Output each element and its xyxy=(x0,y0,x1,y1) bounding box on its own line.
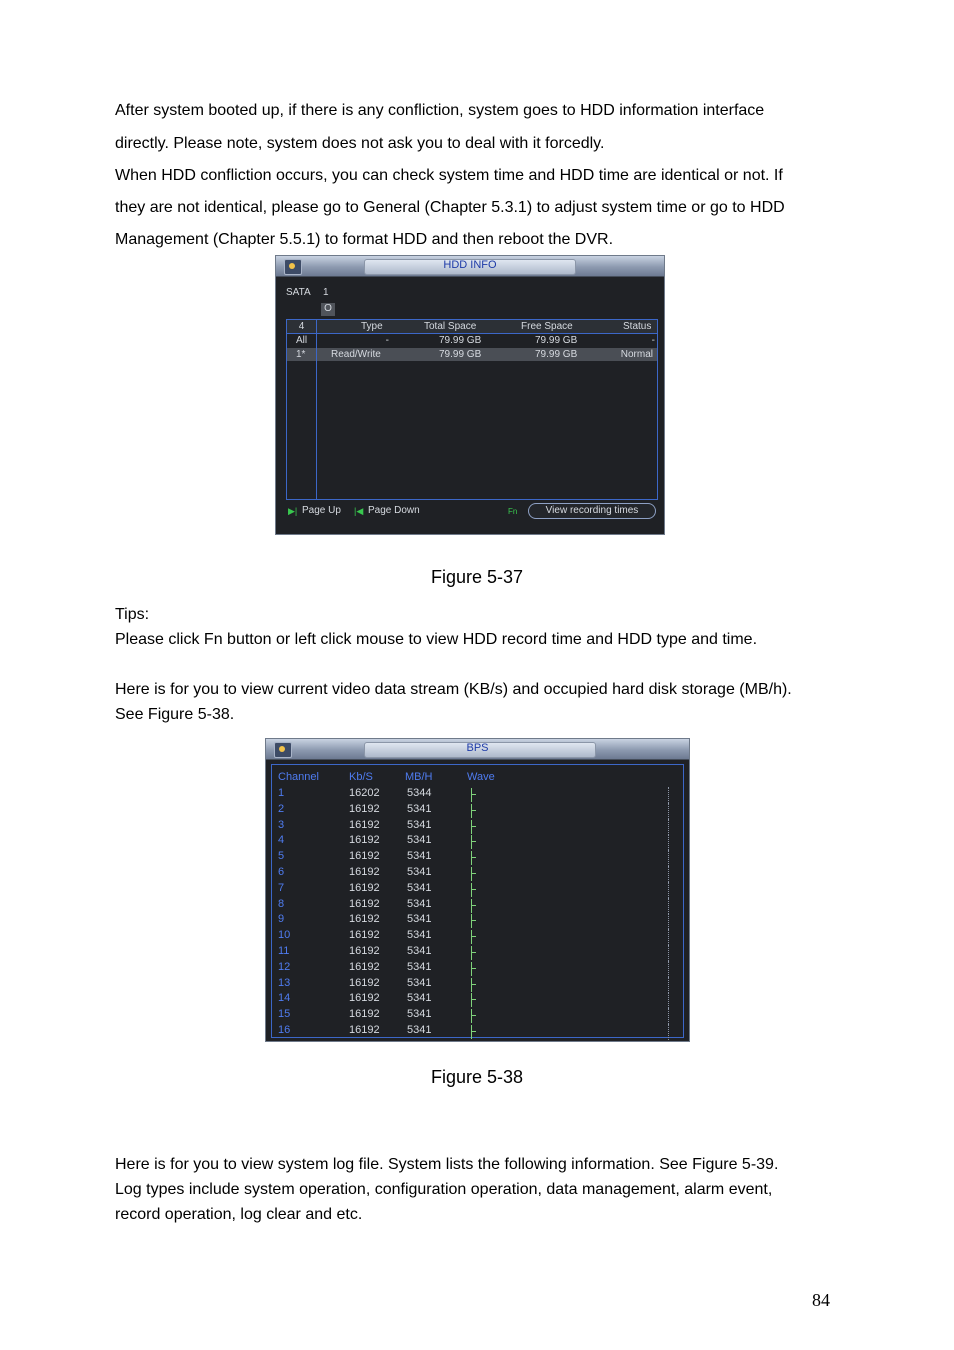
bps-kbs-value: 16192 xyxy=(349,866,380,878)
bps-wave-scale-tick xyxy=(668,787,672,803)
figure-caption-5-38: Figure 5-38 xyxy=(430,1067,524,1087)
bps-kbs-value: 16192 xyxy=(349,976,380,989)
bps-wave-scale-tick xyxy=(668,866,672,882)
bps-mbh-value: 5344 xyxy=(407,787,432,799)
table-row[interactable]: 1* Read/Write 79.99 GB 79.99 GB Normal xyxy=(287,348,657,361)
bps-kbs-value: 16202 xyxy=(349,787,380,799)
bps-wave-scale-tick xyxy=(668,898,672,914)
bps-title: BPS xyxy=(466,742,489,754)
bps-wave-graph xyxy=(471,993,478,1007)
bps-kbs-value: 16192 xyxy=(349,834,380,847)
hdd-table-header xyxy=(287,320,657,334)
bps-channel-number: 8 xyxy=(278,897,285,910)
bps-channel-number: 7 xyxy=(278,881,285,894)
sata-label: SATA xyxy=(286,287,311,298)
bps-kbs-value: 16192 xyxy=(349,1024,380,1036)
bps-kbs-value: 16192 xyxy=(349,850,380,863)
page-down-label[interactable]: Page Down xyxy=(368,505,420,516)
table-row[interactable]: All - 79.99 GB 79.99 GB - xyxy=(296,335,655,346)
bps-wave-graph xyxy=(471,867,478,881)
bps-mbh-value: 5341 xyxy=(407,897,432,910)
bps-channel-number: 9 xyxy=(278,913,285,926)
bps-header-wave: Wave xyxy=(467,771,495,783)
page-up-label[interactable]: Page Up xyxy=(302,505,341,516)
bps-mbh-value: 5341 xyxy=(407,850,432,863)
bps-wave-graph xyxy=(471,835,478,849)
bps-mbh-value: 5341 xyxy=(407,976,432,989)
paragraph-bps-line-1: Here is for you to view current video data stream (KB/s) and occupied hard disk storage (MB/h). xyxy=(115,681,792,698)
bps-channel-number: 1 xyxy=(278,787,285,799)
paragraph-log-line-3: record operation, log clear and etc. xyxy=(115,1206,363,1223)
tips-title: Tips: xyxy=(115,606,150,623)
bps-kbs-value: 16192 xyxy=(349,945,380,957)
bps-channel-number: 2 xyxy=(278,802,285,815)
bps-wave-graph xyxy=(471,804,478,818)
paragraph-log-line-2: Log types include system operation, configuration operation, data management, alarm event, xyxy=(115,1181,773,1198)
bps-header-channel: Channel xyxy=(278,771,319,783)
bps-channel-number: 10 xyxy=(278,929,291,942)
bps-mbh-value: 5341 xyxy=(407,960,432,973)
bps-wave-scale-tick xyxy=(668,929,672,945)
bps-mbh-value: 5341 xyxy=(407,929,432,942)
bps-header-mbh: MB/H xyxy=(405,771,433,783)
bps-wave-graph xyxy=(471,1025,478,1039)
bps-mbh-value: 5341 xyxy=(407,834,432,847)
bps-wave-scale-tick xyxy=(668,834,672,850)
bps-channel-number: 11 xyxy=(278,945,290,957)
bps-kbs-value: 16192 xyxy=(349,802,380,815)
bps-wave-graph xyxy=(471,788,478,802)
bps-wave-graph xyxy=(471,914,478,928)
bps-channel-number: 16 xyxy=(278,1024,291,1036)
bps-kbs-value: 16192 xyxy=(349,1008,380,1021)
bps-wave-scale-tick xyxy=(668,1024,672,1040)
bps-mbh-value: 5341 xyxy=(407,802,432,815)
bps-wave-graph xyxy=(471,851,478,865)
bps-wave-graph xyxy=(471,946,478,960)
bps-wave-scale-tick xyxy=(668,977,672,993)
bps-header-kbs: Kb/S xyxy=(349,771,373,783)
bps-channel-number: 12 xyxy=(278,960,291,973)
bps-mbh-value: 5341 xyxy=(407,1024,432,1036)
paragraph-conflict-line-1: When HDD confliction occurs, you can check system time and HDD time are identical or not. If xyxy=(115,167,783,184)
bps-wave-graph xyxy=(471,883,478,897)
bps-mbh-value: 5341 xyxy=(407,945,432,957)
paragraph-bps-line-2: See Figure 5-38. xyxy=(115,706,235,723)
bps-wave-scale-tick xyxy=(668,945,672,961)
bps-wave-scale-tick xyxy=(668,961,672,977)
paragraph-conflict-line-2: they are not identical, please go to General (Chapter 5.3.1) to adjust system time or go to HDD xyxy=(115,199,785,216)
figure-caption-5-37: Figure 5-37 xyxy=(430,567,524,587)
header-count: 4 xyxy=(298,321,305,332)
bps-channel-number: 15 xyxy=(278,1008,291,1021)
bps-kbs-value: 16192 xyxy=(349,913,380,926)
bps-channel-number: 4 xyxy=(278,834,285,847)
bps-mbh-value: 5341 xyxy=(407,1008,432,1021)
bps-channel-number: 3 xyxy=(278,818,285,831)
bps-kbs-value: 16192 xyxy=(349,897,380,910)
bps-kbs-value: 16192 xyxy=(349,992,380,1005)
bps-wave-graph xyxy=(471,899,478,913)
hdd-info-window xyxy=(275,255,665,535)
hdd-table xyxy=(286,319,658,500)
bps-wave-scale-tick xyxy=(668,850,672,866)
bps-kbs-value: 16192 xyxy=(349,960,380,973)
bps-wave-scale-tick xyxy=(668,803,672,819)
bps-channel-number: 5 xyxy=(278,850,285,863)
bps-wave-scale-tick xyxy=(668,1008,672,1024)
page-number: 84 xyxy=(812,1290,830,1310)
bps-channel-number: 13 xyxy=(278,976,291,989)
tips-text: Please click Fn button or left click mouse to view HDD record time and HDD type and time. xyxy=(115,631,758,648)
bps-kbs-value: 16192 xyxy=(349,818,380,831)
bps-wave-graph xyxy=(471,930,478,944)
header-total-space: Total Space xyxy=(424,321,477,332)
header-free-space: Free Space xyxy=(521,321,573,332)
fn-key-icon: Fn xyxy=(508,507,518,516)
bps-wave-scale-tick xyxy=(668,992,672,1008)
bps-mbh-value: 5341 xyxy=(407,866,432,878)
paragraph-log-line-1: Here is for you to view system log file. System lists the following information. See Figure 5-39. xyxy=(115,1156,779,1173)
bps-wave-graph xyxy=(471,820,478,834)
hdd-info-titlebar xyxy=(276,256,664,277)
bps-wave-scale-tick xyxy=(668,882,672,898)
sata-number: 1 xyxy=(323,287,329,298)
page-down-icon: |◀ xyxy=(354,506,364,516)
bps-mbh-value: 5341 xyxy=(407,818,432,831)
sata-status-indicator[interactable]: O xyxy=(321,303,335,316)
paragraph-conflict-line-3: Management (Chapter 5.5.1) to format HDD and then reboot the DVR. xyxy=(115,231,614,248)
bps-kbs-value: 16192 xyxy=(349,881,380,894)
header-type: Type xyxy=(361,321,383,332)
bps-titlebar xyxy=(266,739,689,760)
bps-mbh-value: 5341 xyxy=(407,913,432,926)
view-recording-times-button[interactable]: View recording times xyxy=(528,503,656,519)
bps-channel-number: 14 xyxy=(278,992,291,1005)
header-status: Status xyxy=(623,321,652,332)
bps-mbh-value: 5341 xyxy=(407,881,432,894)
bps-window xyxy=(265,738,690,1042)
bps-channel-number: 6 xyxy=(278,866,285,878)
paragraph-boot-line-1: After system booted up, if there is any confliction, system goes to HDD information interface xyxy=(115,102,765,119)
bps-wave-graph xyxy=(471,978,478,992)
bps-wave-scale-tick xyxy=(668,819,672,835)
bps-wave-graph xyxy=(471,1009,478,1023)
page-up-icon: ▶| xyxy=(288,506,298,516)
bps-kbs-value: 16192 xyxy=(349,929,380,942)
bps-wave-graph xyxy=(471,962,478,976)
bps-wave-scale-tick xyxy=(668,913,672,929)
paragraph-boot-line-2: directly. Please note, system does not ask you to deal with it forcedly. xyxy=(115,135,605,152)
hdd-info-title: HDD INFO xyxy=(443,259,497,271)
bps-mbh-value: 5341 xyxy=(407,992,432,1005)
